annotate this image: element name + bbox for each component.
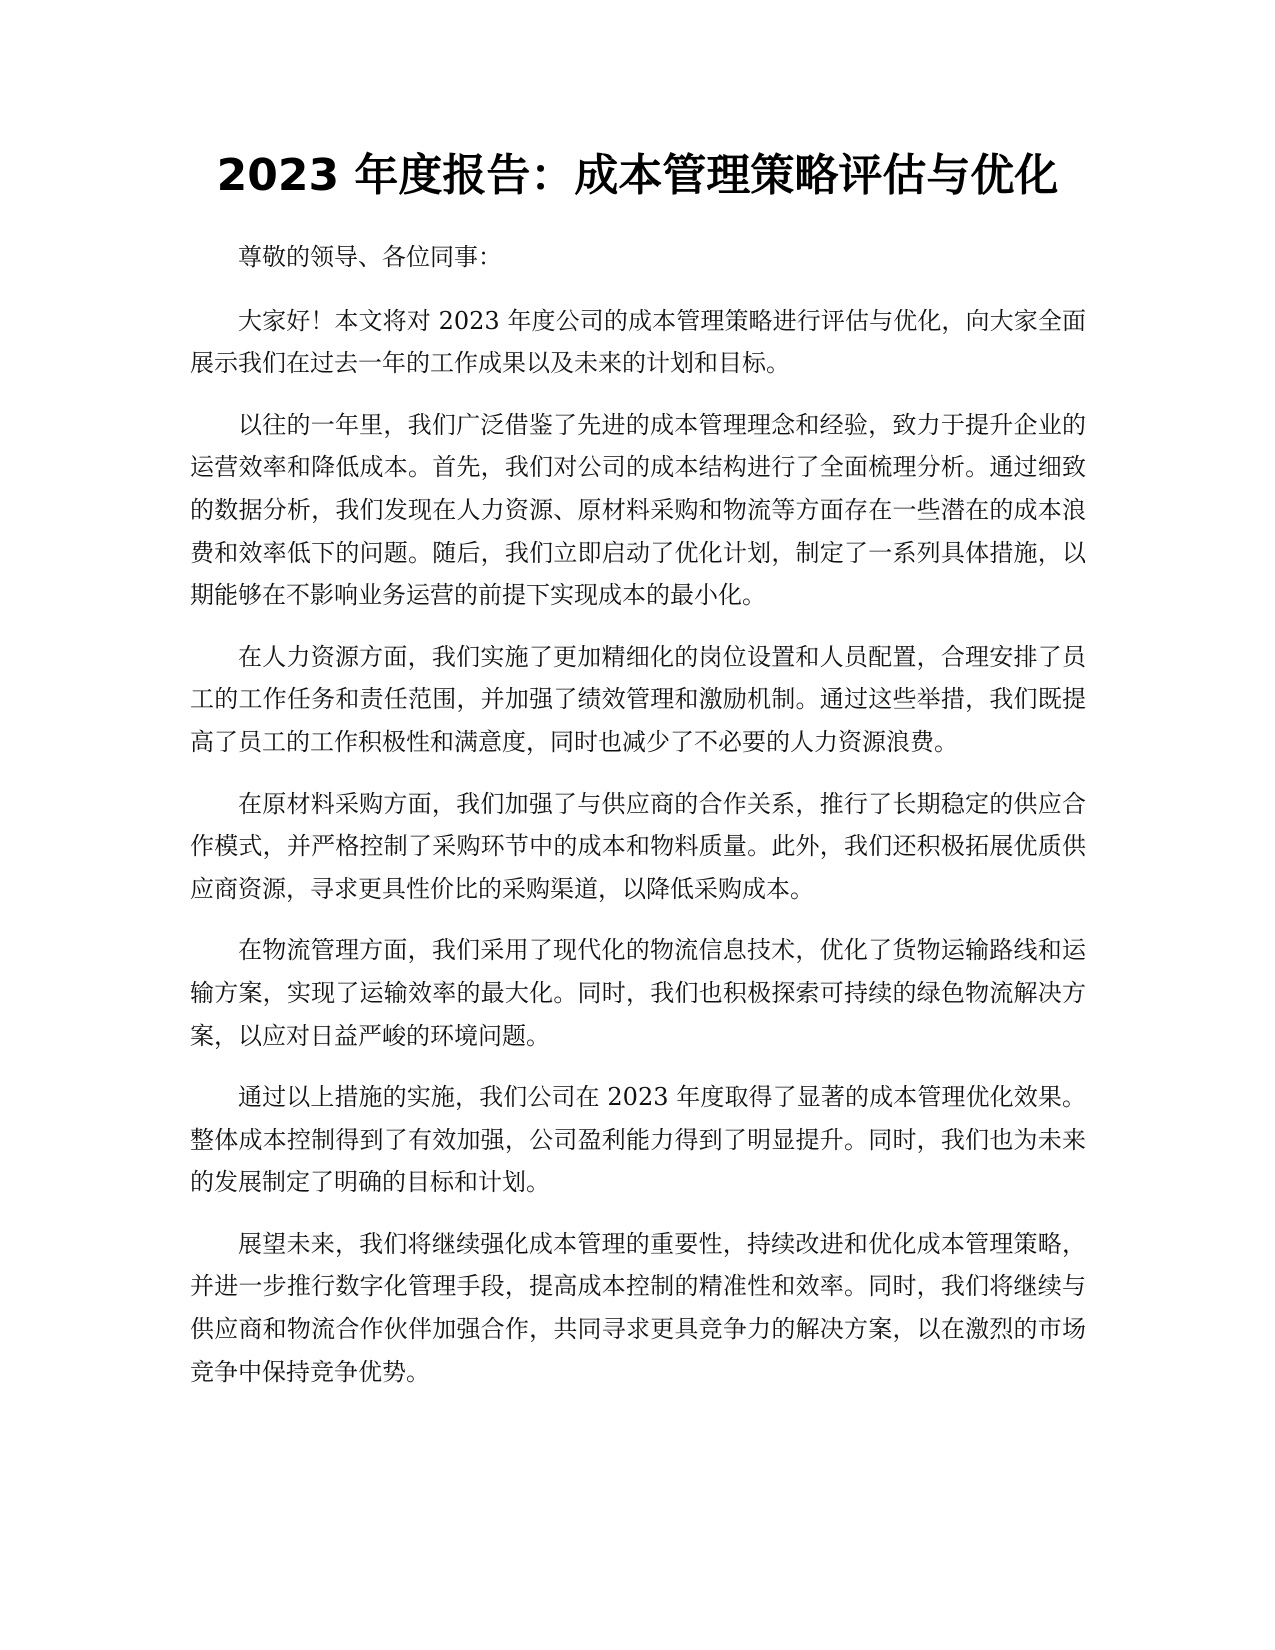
paragraph-outlook: 展望未来，我们将继续强化成本管理的重要性，持续改进和优化成本管理策略，并进一步推行数字化管理手段，提高成本控制的精准性和效率。同时，我们将继续与供应商和物流合作伙伴加强合作，共同寻求更具竞争力的解决方案，以在激烈的市场竞争中保持竞争优势。	[190, 1229, 1086, 1386]
document-title: 2023 年度报告：成本管理策略评估与优化	[216, 150, 1059, 201]
paragraph-human-resources: 在人力资源方面，我们实施了更加精细化的岗位设置和人员配置，合理安排了员工的工作任务和责任范围，并加强了绩效管理和激励机制。通过这些举措，我们既提高了员工的工作积极性和满意度，同时也减少了不必要的人力资源浪费。	[190, 642, 1086, 756]
paragraph-procurement: 在原材料采购方面，我们加强了与供应商的合作关系，推行了长期稳定的供应合作模式，并严格控制了采购环节中的成本和物料质量。此外，我们还积极拓展优质供应商资源，寻求更具性价比的采购渠道，以降低采购成本。	[190, 789, 1086, 903]
paragraph-results: 通过以上措施的实施，我们公司在 2023 年度取得了显著的成本管理优化效果。整体成本控制得到了有效加强，公司盈利能力得到了明显提升。同时，我们也为未来的发展制定了明确的目标和计划。	[190, 1083, 1086, 1197]
salutation: 尊敬的领导、各位同事：	[238, 243, 502, 271]
paragraph-logistics: 在物流管理方面，我们采用了现代化的物流信息技术，优化了货物运输路线和运输方案，实现了运输效率的最大化。同时，我们也积极探索可持续的绿色物流解决方案，以应对日益严峻的环境问题。	[190, 936, 1086, 1050]
document-body	[190, 236, 1086, 1412]
paragraph-greeting: 大家好！本文将对 2023 年度公司的成本管理策略进行评估与优化，向大家全面展示我们在过去一年的工作成果以及未来的计划和目标。	[190, 306, 1086, 378]
paragraph-review: 以往的一年里，我们广泛借鉴了先进的成本管理理念和经验，致力于提升企业的运营效率和降低成本。首先，我们对公司的成本结构进行了全面梳理分析。通过细致的数据分析，我们发现在人力资源、原材料采购和物流等方面存在一些潜在的成本浪费和效率低下的问题。随后，我们立即启动了优化计划，制定了一系列具体措施，以期能够在不影响业务运营的前提下实现成本的最小化。	[190, 410, 1086, 610]
